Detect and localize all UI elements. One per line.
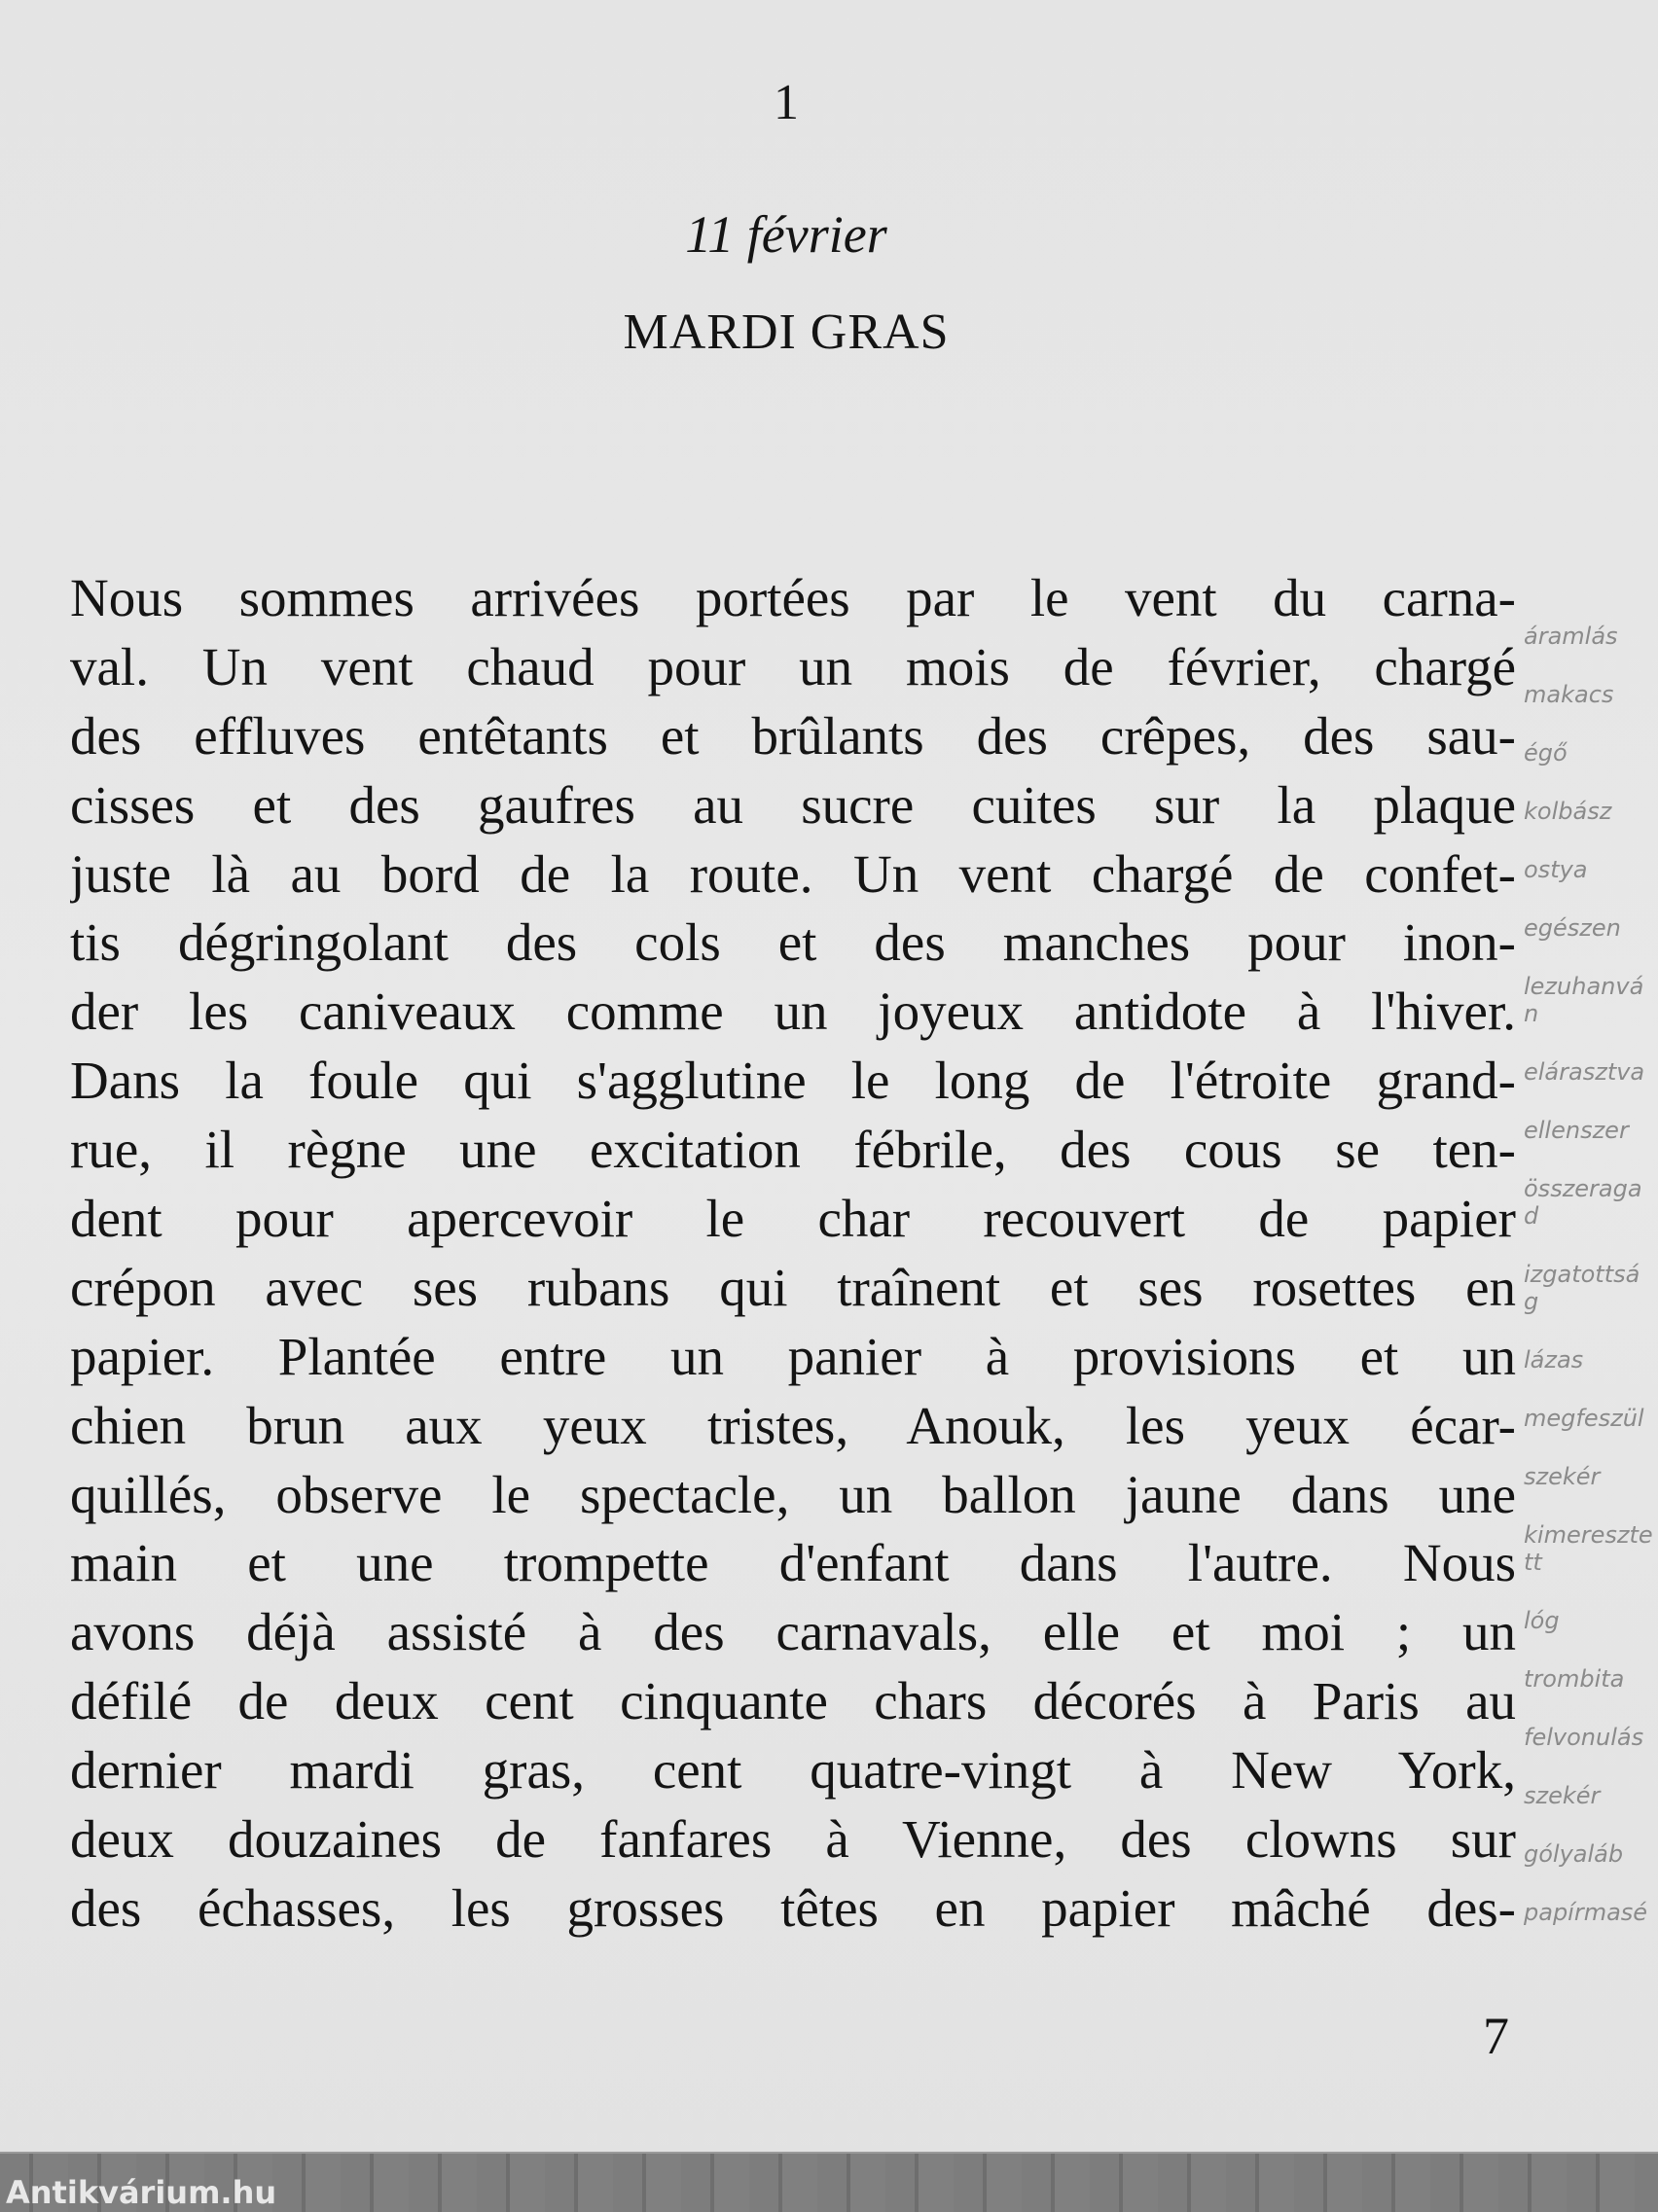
text-line: tis dégringolant des cols et des manches pour inon-: [70, 912, 1516, 973]
text-line: Dans la foule qui s'agglutine le long de l'étroite grand-: [70, 1051, 1516, 1111]
page-number: 7: [1483, 2007, 1509, 2065]
text-line: dernier mardi gras, cent quatre-vingt à New York,: [70, 1740, 1516, 1801]
watermark: Antikvárium.hu: [6, 2174, 277, 2211]
pencil-annotation: lezuhanván: [1524, 973, 1644, 1027]
text-line: dent pour apercevoir le char recouvert de papier: [70, 1189, 1516, 1249]
pencil-annotation: megfeszül: [1524, 1405, 1644, 1432]
pencil-annotation: összeragad: [1524, 1175, 1642, 1230]
text-line: avons déjà assisté à des carnavals, elle et moi ; un: [70, 1602, 1516, 1662]
pencil-annotation: egészen: [1524, 914, 1621, 942]
text-line: défilé de deux cent cinquante chars décorés à Paris au: [70, 1671, 1516, 1731]
pencil-annotation: kolbász: [1524, 798, 1612, 825]
chapter-title: MARDI GRAS: [623, 304, 950, 360]
text-line: chien brun aux yeux tristes, Anouk, les yeux écar-: [70, 1395, 1516, 1455]
chapter-date: 11 février: [685, 205, 887, 264]
pencil-annotation: lóg: [1524, 1607, 1560, 1634]
pencil-annotation: szekér: [1524, 1782, 1601, 1809]
pencil-annotations: [1524, 623, 1654, 1926]
pencil-annotation: izgatottság: [1524, 1261, 1640, 1315]
pencil-annotation: makacs: [1524, 681, 1614, 708]
pencil-annotation: trombita: [1524, 1665, 1625, 1693]
pencil-annotation: papírmasé: [1524, 1899, 1648, 1926]
pencil-annotation: szekér: [1524, 1463, 1601, 1490]
pencil-annotation: kimeresztett: [1524, 1521, 1653, 1576]
pencil-annotation: ostya: [1524, 856, 1588, 883]
text-line: val. Un vent chaud pour un mois de février, chargé: [70, 636, 1516, 696]
pencil-annotation: ellenszer: [1524, 1117, 1629, 1144]
text-line: crépon avec ses rubans qui traînent et ses rosettes en: [70, 1257, 1516, 1317]
pencil-annotation: elárasztva: [1524, 1058, 1645, 1086]
text-line: des échasses, les grosses têtes en papier mâché des-: [70, 1877, 1516, 1938]
text-line: main et une trompette d'enfant dans l'autre. Nous: [70, 1533, 1516, 1593]
body-text: [70, 564, 1516, 1944]
pencil-annotation: lázas: [1524, 1346, 1584, 1374]
text-line: juste là au bord de la route. Un vent chargé de confet-: [70, 843, 1516, 904]
text-line: quillés, observe le spectacle, un ballon jaune dans une: [70, 1464, 1516, 1524]
pencil-annotation: áramlás: [1524, 623, 1618, 650]
pencil-annotation: égő: [1524, 739, 1568, 767]
text-line: cisses et des gaufres au sucre cuites sur la plaque: [70, 774, 1516, 835]
text-line: Nous sommes arrivées portées par le vent du carna-: [70, 568, 1516, 627]
text-line: deux douzaines de fanfares à Vienne, des clowns sur: [70, 1809, 1516, 1870]
text-line: des effluves entêtants et brûlants des crêpes, des sau-: [70, 705, 1516, 766]
text-line: der les caniveaux comme un joyeux antidote à l'hiver.: [70, 981, 1516, 1042]
chapter-number: 1: [774, 75, 799, 130]
pencil-annotation: felvonulás: [1524, 1724, 1644, 1751]
text-line: papier. Plantée entre un panier à provisions et un: [70, 1326, 1516, 1386]
text-line: rue, il règne une excitation fébrile, des cous se ten-: [70, 1120, 1516, 1180]
pencil-annotation: gólyaláb: [1524, 1840, 1624, 1868]
